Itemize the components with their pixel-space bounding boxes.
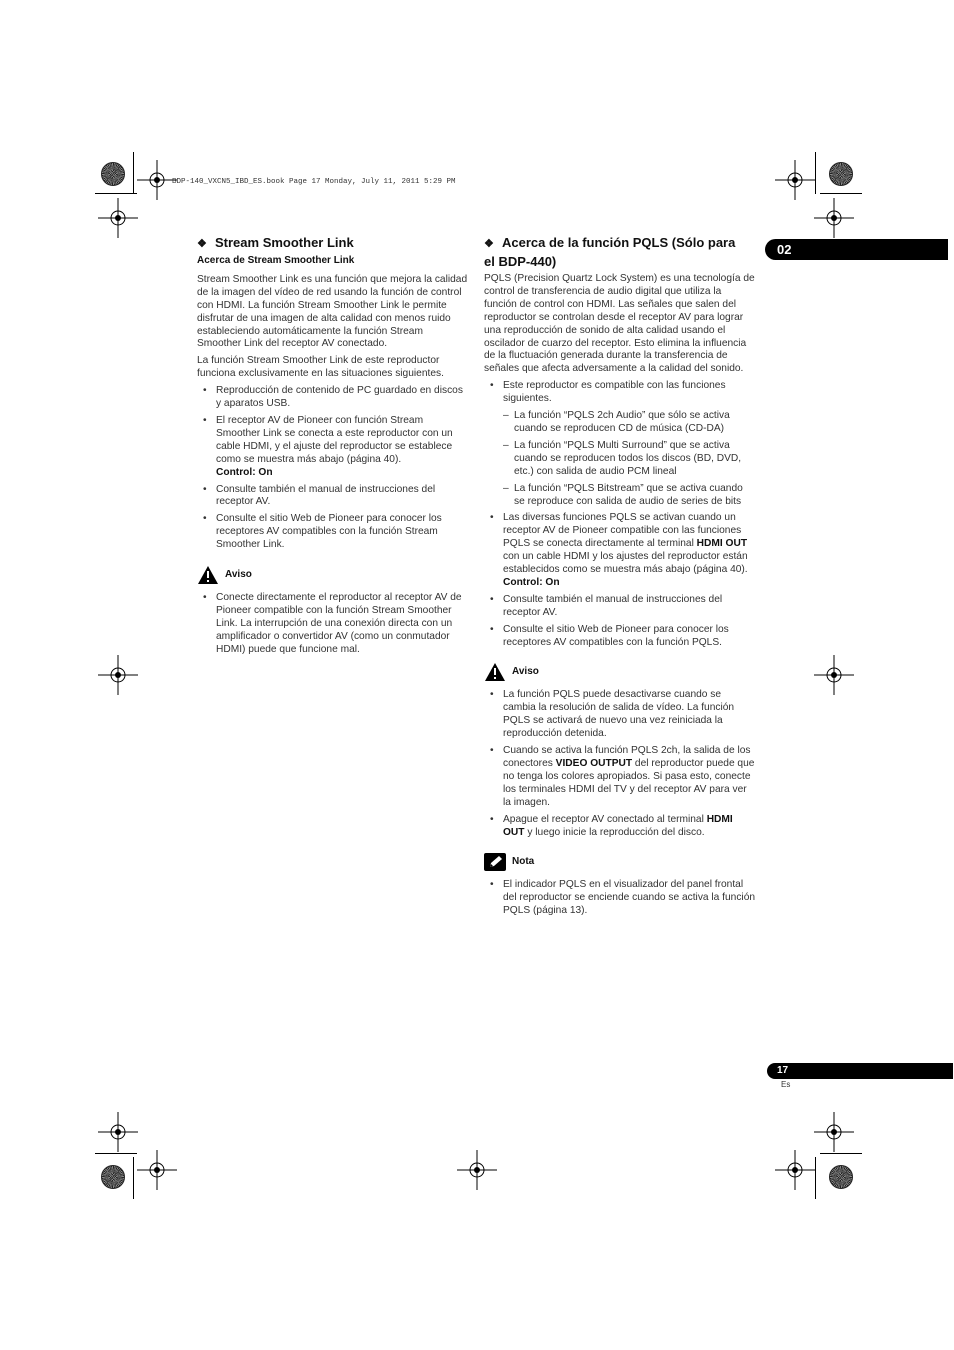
dash-list: [503, 410, 756, 508]
registration-mark-icon: [137, 160, 177, 200]
diamond-bullet-icon: ❖: [484, 238, 494, 250]
crop-line: [815, 152, 816, 194]
crop-line: [820, 1153, 862, 1154]
list-item: • Consulte el sitio Web de Pioneer para conocer los receptores AV compatibles con la función PQLS.: [484, 624, 756, 650]
paragraph: La función Stream Smoother Link de este reproductor funciona exclusivamente en las situaciones siguientes.: [197, 355, 444, 380]
crop-line: [95, 1153, 137, 1154]
warning-triangle-icon: [484, 662, 506, 682]
left-column: [197, 234, 469, 661]
crop-line: [820, 193, 862, 194]
right-column: [484, 234, 756, 922]
page-number-tab: [767, 1063, 953, 1079]
paragraph: PQLS (Precision Quartz Lock System) es una tecnología de control de transferencia de audio digital que utiliza la función de control con HDMI. Las señales que salen del reproductor se controlan desde el receptor AV para lograr una reproducción de sonido de alta calidad usando el oscilador de cuarzo del receptor. Esto elimina la influencia de la fluctuación generada durante la transferencia de señales que afecta adversamente a la calidad del sonido.: [484, 273, 755, 375]
list-item: • Consulte también el manual de instrucciones del receptor AV.: [197, 484, 469, 510]
registration-mark-icon: [814, 1112, 854, 1152]
print-file-header: BDP-140_VXCN5_IBD_ES.book Page 17 Monday, July 11, 2011 5:29 PM: [172, 178, 456, 186]
registration-mark-icon: [457, 1150, 497, 1190]
list-item: – La función “PQLS Bitstream” que se activa cuando se reproduce con salida de audio de series de bits: [503, 483, 756, 509]
section-title-stream-smoother: ❖ Stream Smoother Link: [197, 234, 469, 253]
aviso-list: [484, 689, 756, 839]
registration-mark-icon: [98, 198, 138, 238]
list-item: • El receptor AV de Pioneer con función Stream Smoother Link se conecta a este reproductor con un cable HDMI, y el ajuste del reproductor se establece como se muestra más abajo (página 40). Control: On: [197, 415, 469, 480]
color-disc-top-left: [101, 162, 125, 186]
crop-line: [95, 193, 137, 194]
list-item: • Este reproductor es compatible con las funciones siguientes. – La función “PQLS 2ch Audio” que sólo se activa cuando se reproducen CD de música (CD-DA) – La función “PQLS Multi Surround” que se activa cuando se reproducen todos los discos (BD, DVD, etc.) con salida de audio PCM lineal – La función “PQLS Bitstream” que se activa cuando se reproduce con salida de audio de series de bits: [484, 380, 756, 508]
registration-mark-icon: [137, 1150, 177, 1190]
registration-mark-icon: [814, 655, 854, 695]
color-disc-top-right: [829, 162, 853, 186]
list-item: • Cuando se activa la función PQLS 2ch, la salida de los conectores VIDEO OUTPUT del reproductor puede que no tenga los colores apropiados. Si pasa esto, conecte los terminales HDMI del TV y del receptor AV para ver la imagen.: [484, 745, 756, 810]
registration-mark-icon: [775, 160, 815, 200]
crop-line: [815, 1157, 816, 1199]
chapter-tab: [765, 239, 948, 260]
bullet-list: [484, 380, 756, 649]
subsection-title: Acerca de Stream Smoother Link: [197, 255, 355, 266]
page-number: 17: [777, 1065, 789, 1076]
registration-mark-icon: [98, 1112, 138, 1152]
control-on-label: Control: On: [216, 466, 273, 478]
list-item: • Las diversas funciones PQLS se activan cuando un receptor AV de Pioneer compatible con las funciones PQLS se conecta directamente al terminal HDMI OUT con un cable HDMI y los ajustes del reproductor están establecidos como se muestra más abajo (página 40). Control: On: [484, 512, 756, 589]
aviso-heading: Aviso: [484, 661, 756, 683]
crop-line: [133, 152, 134, 194]
list-item: • La función PQLS puede desactivarse cuando se cambia la resolución de salida de vídeo. La función PQLS se activará de nuevo una vez reiniciada la reproducción detenida.: [484, 689, 756, 741]
list-item: – La función “PQLS Multi Surround” que se activa cuando se reproducen todos los discos (BD, DVD, etc.) con salida de audio PCM lineal: [503, 440, 756, 479]
control-on-label: Control: On: [503, 576, 560, 588]
list-item: – La función “PQLS 2ch Audio” que sólo se activa cuando se reproducen CD de música (CD-DA): [503, 410, 756, 436]
bullet-list: [197, 385, 469, 552]
aviso-heading: Aviso: [197, 564, 469, 586]
registration-mark-icon: [814, 198, 854, 238]
pencil-note-icon: [484, 853, 506, 871]
list-item: • Conecte directamente el reproductor al receptor AV de Pioneer compatible con la función Stream Smoother Link. La interrupción de una conexión directa con un amplificador o convertidor AV (como un conmutador HDMI) puede que funcione mal.: [197, 592, 469, 657]
chapter-number: 02: [777, 242, 792, 257]
color-disc-bottom-left: [101, 1165, 125, 1189]
registration-mark-icon: [98, 655, 138, 695]
list-item: • Consulte el sitio Web de Pioneer para conocer los receptores AV compatibles con la función Stream Smoother Link.: [197, 513, 469, 552]
aviso-list: [197, 592, 469, 657]
list-item: • Apague el receptor AV conectado al terminal HDMI OUT y luego inicie la reproducción del disco.: [484, 814, 756, 840]
list-item: • Reproducción de contenido de PC guardado en discos y aparatos USB.: [197, 385, 469, 411]
list-item: • El indicador PQLS en el visualizador del panel frontal del reproductor se enciende cuando se activa la función PQLS (página 13).: [484, 879, 756, 918]
paragraph: Stream Smoother Link es una función que mejora la calidad de la imagen del vídeo de red usando la función de control con HDMI. La función Stream Smoother Link le permite disfrutar de una imagen de alta calidad con menos ruido estableciendo automáticamente la función Stream Smoother Link del receptor AV conectado.: [197, 273, 468, 350]
nota-list: [484, 879, 756, 918]
registration-mark-icon: [775, 1150, 815, 1190]
color-disc-bottom-right: [829, 1165, 853, 1189]
warning-triangle-icon: [197, 565, 219, 585]
nota-heading: Nota: [484, 851, 756, 873]
section-title-pqls: ❖ Acerca de la función PQLS (Sólo para el BDP-440): [484, 235, 736, 269]
diamond-bullet-icon: ❖: [197, 238, 207, 250]
language-code: Es: [781, 1080, 791, 1089]
crop-line: [133, 1157, 134, 1199]
list-item: • Consulte también el manual de instrucciones del receptor AV.: [484, 594, 756, 620]
